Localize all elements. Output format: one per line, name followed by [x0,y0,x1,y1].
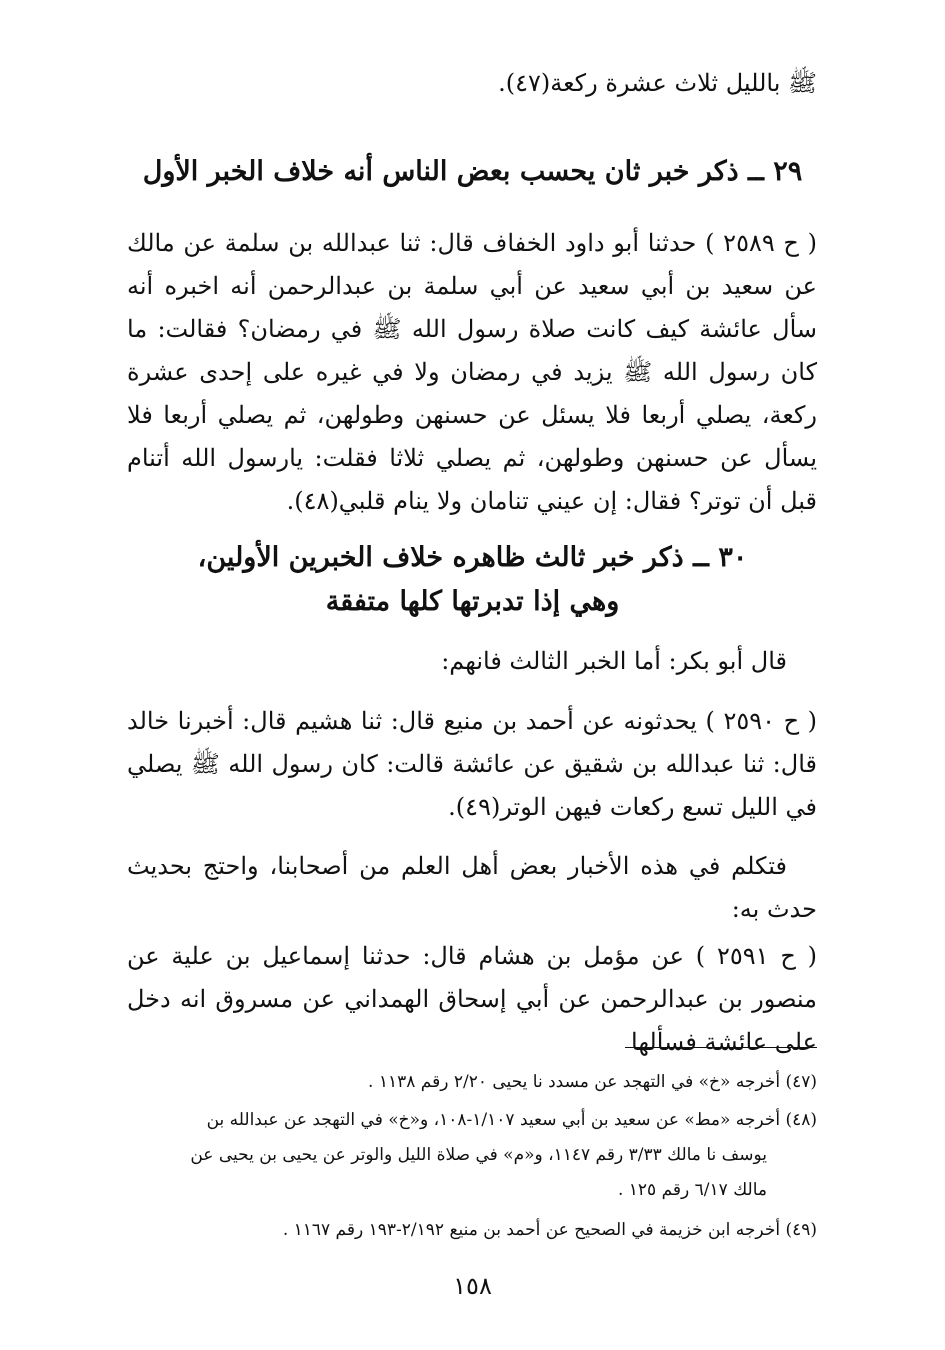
hadith-2590-paragraph: ( ح ٢٥٩٠ ) يحدثونه عن أحمد بن منيع قال: ثنا هشيم قال: أخبرنا خالد قال: ثنا عبدالله بن شقيق عن عائشة قالت: كان رسول الله ﷺ يصلي في الليل تسع ركعات فيهن الوتر(٤٩). [127,707,817,821]
footnote-47: (٤٧) أخرجه «خ» في التهجد عن مسدد نا يحيى ٢/٢٠ رقم ١١٣٨ . [368,1072,817,1092]
footnote-48-continued: يوسف نا مالك ٣/٣٣ رقم ١١٤٧، و«م» في صلاة الليل والوتر عن يحيى بن يحيى عن [190,1145,767,1165]
section-heading-30-line1: ٣٠ ــ ذكر خبر ثالث ظاهره خلاف الخبرين الأولين، [197,542,748,573]
continuation-line: ﷺ بالليل ثلاث عشرة ركعة(٤٧). [498,69,817,97]
section-heading-29: ٢٩ ــ ذكر خبر ثان يحسب بعض الناس أنه خلاف الخبر الأول [142,156,803,187]
commentary-paragraph: فتكلم في هذه الأخبار بعض أهل العلم من أصحابنا، واحتج بحديث حدث به: [127,852,817,923]
footnote-divider [625,1047,817,1048]
section-heading-30-line2: وهي إذا تدبرتها كلها متفقة [325,586,620,617]
footnote-48-end: مالك ٦/١٧ رقم ١٢٥ . [617,1180,767,1200]
hadith-2591-paragraph: ( ح ٢٥٩١ ) عن مؤمل بن هشام قال: حدثنا إسماعيل بن علية عن منصور بن عبدالرحمن عن أبي إسحاق الهمداني عن مسروق انه دخل على عائشة فسألها [127,942,817,1056]
footnote-49: (٤٩) أخرجه ابن خزيمة في الصحيح عن أحمد بن منيع ٢/١٩٢-١٩٣ رقم ١١٦٧ . [282,1220,817,1240]
abu-bakr-paragraph: قال أبو بكر: أما الخبر الثالث فانهم: [441,647,787,675]
page-number: ١٥٨ [453,1272,492,1300]
footnote-48: (٤٨) أخرجه «مط» عن سعيد بن أبي سعيد ١/١٠٧-١٠٨، و«خ» في التهجد عن عبدالله بن [206,1110,817,1130]
hadith-2589-paragraph: ( ح ٢٥٨٩ ) حدثنا أبو داود الخفاف قال: ثنا عبدالله بن سلمة عن مالك عن سعيد بن أبي سعيد عن أبي سلمة بن عبدالرحمن أنه اخبره أنه سأل عائشة كيف كانت صلاة رسول الله ﷺ في رمضان؟ فقالت: ما كان رسول الله ﷺ يزيد في رمضان ولا في غيره على إحدى عشرة ركعة، يصلي أربعا فلا يسئل عن حسنهن وطولهن، ثم يصلي أربعا فلا يسأل عن حسنهن وطولهن، ثم يصلي ثلاثا فقلت: يارسول الله أتنام قبل أن توتر؟ فقال: إن عيني تنامان ولا ينام قلبي(٤٨). [127,229,817,515]
